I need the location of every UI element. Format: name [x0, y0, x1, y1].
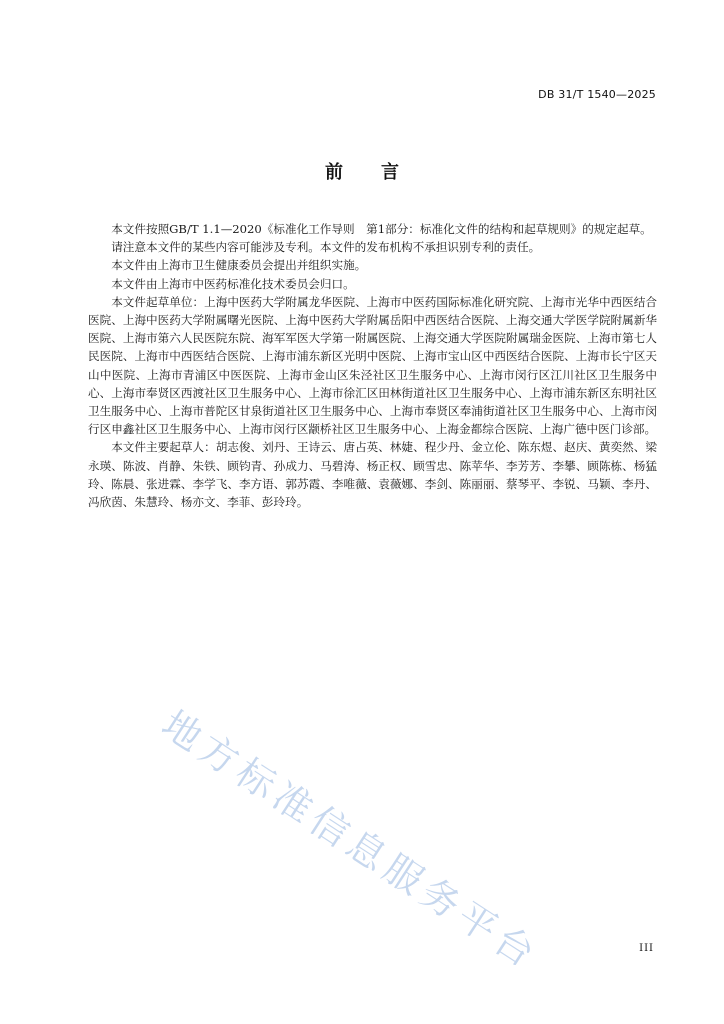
paragraph-standard-basis: 本文件按照GB/T 1.1—2020《标准化工作导则 第1部分：标准化文件的结构和起草规则》的规定起草。	[111, 222, 652, 236]
watermark: 地方标准信息服务平台	[154, 701, 548, 979]
document-code: DB 31/T 1540—2025	[538, 88, 656, 101]
paragraph-patent-notice: 请注意本文件的某些内容可能涉及专利。本文件的发布机构不承担识别专利的责任。	[111, 240, 541, 255]
paragraph-drafters: 本文件主要起草人：胡志俊、刘丹、王诗云、唐占英、林婕、程少丹、金立伦、陈东煜、赵庆、黄奕然、梁永瑛、陈波、肖静、朱铁、顾钧青、孙成力、马碧涛、杨正权、顾雪忠、陈苹华、李芳芳、李攀、顾陈栋、杨猛玲、陈晨、张进霖、李学飞、李方语、郭苏霞、李唯薇、袁薇娜、李剑、陈丽丽、蔡琴平、李锐、马颖、李丹、冯欣茵、朱慧玲、杨亦文、李菲、彭玲玲。	[88, 440, 657, 510]
paragraph-drafting-units: 本文件起草单位：上海中医药大学附属龙华医院、上海市中医药国际标准化研究院、上海市光华中西医结合医院、上海中医药大学附属曙光医院、上海中医药大学附属岳阳中西医结合医院、上海交通大学医学院附属新华医院、上海市第六人民医院东院、海军军医大学第一附属医院、上海交通大学医院附属瑞金医院、上海市第七人民医院、上海市中西医结合医院、上海市浦东新区光明中医院、上海市宝山区中西医结合医院、上海市长宁区天山中医院、上海市青浦区中医医院、上海市金山区朱泾社区卫生服务中心、上海市闵行区江川社区卫生服务中心、上海市奉贤区西渡社区卫生服务中心、上海市徐汇区田林街道社区卫生服务中心、上海市浦东新区东明社区卫生服务中心、上海市普陀区甘泉街道社区卫生服务中心、上海市奉贤区奉浦街道社区卫生服务中心、上海市闵行区申鑫社区卫生服务中心、上海市闵行区颛桥社区卫生服务中心、上海金都综合医院、上海广德中医门诊部。	[88, 294, 657, 437]
document-body	[88, 220, 657, 511]
paragraph-proposer: 本文件由上海市卫生健康委员会提出并组织实施。	[111, 258, 367, 273]
paragraph-technical-committee: 本文件由上海市中医药标准化技术委员会归口。	[111, 276, 355, 291]
page-title: 前言	[325, 162, 437, 183]
page-number: III	[639, 943, 654, 954]
